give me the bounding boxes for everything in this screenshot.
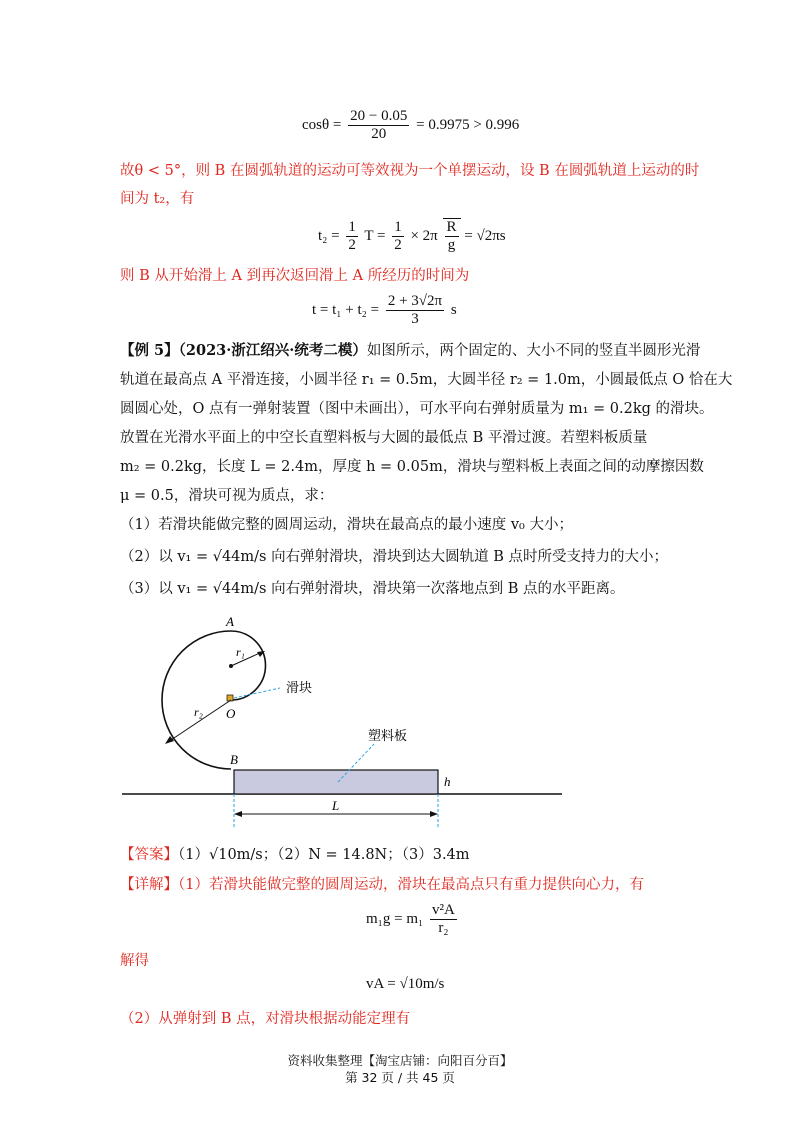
label-B: B: [230, 752, 238, 767]
detail-line: 【详解】（1）若滑块能做完整的圆周运动，滑块在最高点只有重力提供向心力，有: [120, 877, 644, 893]
footer-page-number: 第 32 页 / 共 45 页: [345, 1070, 455, 1085]
label-O: O: [226, 706, 236, 721]
label-block: 滑块: [286, 680, 313, 695]
part2-line: （2）从弹射到 B 点，对滑块根据动能定理有: [120, 1011, 411, 1027]
paragraph-theta: 故θ < 5°，则 B 在圆弧轨道的运动可等效视为一个单摆运动，设 B 在圆弧轨道上运动的时 间为 t₂，有: [120, 163, 700, 207]
label-plate: 塑料板: [368, 728, 408, 743]
big-circle-arc: [162, 631, 231, 769]
detail-tag: 【详解】: [120, 877, 178, 893]
label-h: h: [444, 774, 451, 789]
example-tag: 【例 5】（2023·浙江绍兴·统考二模）: [120, 342, 367, 359]
example-5: 【例 5】（2023·浙江绍兴·统考二模）如图所示，两个固定的、大小不同的竖直半圆形光滑 轨道在最高点 A 平滑连接，小圆半径 r₁ = 0.5m，大圆半径 r₂ = 1.0m，小圆最低点 O 恰在大 圆圆心处，O 点有一弹射装置（图中未画出），可水平向右弹射质量为 m₁ = 0.2kg 的滑块。 放置在光滑水平面上的中空长直塑料板与大圆的最低点 B 平滑过渡。若塑料板质量 m₂ = 0.2kg，长度 L = 2.4m，厚度 h = 0.05m，滑块与塑料板上表面之间的动摩擦因数 μ = 0.5，滑块可视为质点，求： （1）若滑块能做完整的圆周运动，滑块在最高点的最小速度 v₀ 大小； （2）以 v₁ = √44m/s 向右弹射滑块，滑块到达大圆轨道 B 点时所受支持力的大小； （3）以 v₁ = √44m/s 向右弹射滑块，滑块第一次落地点到 B 点的水平距离。: [120, 340, 680, 600]
fraction: $\frac{20 - 0.05}{20}$: [350, 108, 408, 142]
equation-cos-theta: [302, 108, 519, 143]
question-1: （1）若滑块能做完整的圆周运动，滑块在最高点的最小速度 v₀ 大小；: [120, 517, 573, 533]
equation-t: t = t₁ + t₂ = $\frac{2 + 3√2\pi}{3}$ s: [312, 293, 457, 327]
small-circle-arc: [231, 631, 266, 700]
label-r2: r₂: [194, 705, 203, 719]
label-A: A: [226, 614, 234, 629]
label-r1: r₁: [236, 645, 245, 659]
answer-line: 【答案】（1）√10m/s；（2）N = 14.8N；（3）3.4m: [120, 847, 470, 863]
question-3: （3）以 v₁ = √44m/s 向右弹射滑块，滑块第一次落地点到 B 点的水平距离。: [120, 581, 625, 597]
answer-tag: 【答案】: [120, 847, 178, 863]
eq-rhs: = 0.9975 > 0.996: [416, 116, 520, 133]
track-figure: [110, 612, 580, 832]
question-2: （2）以 v₁ = √44m/s 向右弹射滑块，滑块到达大圆轨道 B 点时所受支持力的大小；: [120, 549, 668, 565]
paragraph-total-time: 则 B 从开始滑上 A 到再次返回滑上 A 所经历的时间为: [120, 268, 470, 284]
equation-t2: t₂ = $\frac{1}{2}$ T = $\frac{1}{2}$ × 2π $\frac{R}{g}$ = √2πs: [318, 219, 506, 253]
solve-label: 解得: [120, 953, 149, 969]
footer-source: 资料收集整理【淘宝店铺：向阳百分百】: [287, 1053, 513, 1068]
equation-vA: vA = √10m/s: [366, 976, 445, 992]
equation-centripetal: m₁g = m₁ $\frac{\text{v²A}}{\text{r₂}}$: [366, 902, 455, 936]
eq-lhs: cosθ =: [302, 116, 342, 133]
plastic-plate: [234, 770, 438, 794]
label-L: L: [332, 798, 340, 813]
